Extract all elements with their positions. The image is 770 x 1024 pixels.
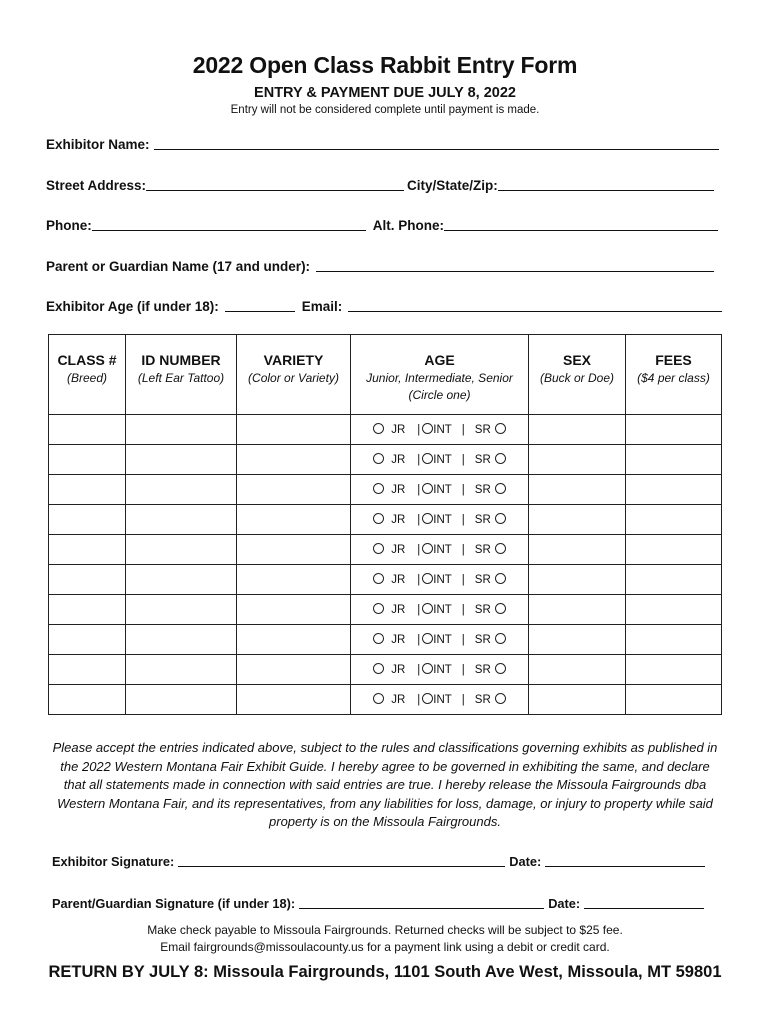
sr-radio[interactable] <box>495 483 506 494</box>
exhibitor-age-label: Exhibitor Age (if under 18): <box>46 299 219 314</box>
separator: | <box>461 544 465 556</box>
separator: | <box>417 454 421 466</box>
age-cell <box>351 505 529 535</box>
sr-radio[interactable] <box>495 543 506 554</box>
int-radio[interactable] <box>422 453 433 464</box>
jr-radio[interactable] <box>373 663 384 674</box>
sr-label: SR <box>474 424 491 436</box>
form-subtitle: ENTRY & PAYMENT DUE JULY 8, 2022 <box>254 85 516 101</box>
phone-row <box>46 215 722 233</box>
jr-radio[interactable] <box>373 573 384 584</box>
int-label: INT <box>433 544 452 556</box>
table-row <box>49 505 722 535</box>
date-label-1: Date: <box>509 854 542 869</box>
age-cell <box>351 625 529 655</box>
exhibitor-signature-row <box>52 851 716 869</box>
sr-label: SR <box>474 454 491 466</box>
class-cell[interactable] <box>49 505 126 535</box>
int-radio[interactable] <box>422 513 433 524</box>
id-number-cell[interactable] <box>126 655 237 685</box>
email-field[interactable] <box>348 298 722 312</box>
int-label: INT <box>433 664 452 676</box>
id-number-cell[interactable] <box>126 565 237 595</box>
table-row <box>49 535 722 565</box>
sr-radio[interactable] <box>495 573 506 584</box>
return-address: RETURN BY JULY 8: Missoula Fairgrounds, 1101 South Ave West, Missoula, MT 59801 <box>48 963 722 981</box>
sr-radio[interactable] <box>495 633 506 644</box>
sr-label: SR <box>474 574 491 586</box>
table-row <box>49 595 722 625</box>
id-number-column-header: ID NUMBER (Left Ear Tattoo) <box>126 335 237 415</box>
sex-cell[interactable] <box>529 535 626 565</box>
sex-cell[interactable] <box>529 475 626 505</box>
int-radio[interactable] <box>422 603 433 614</box>
separator: | <box>461 634 465 646</box>
id-number-cell[interactable] <box>126 445 237 475</box>
alt-phone-field[interactable] <box>444 217 718 231</box>
sr-label: SR <box>474 694 491 706</box>
table-header-row <box>49 335 722 415</box>
fees-cell[interactable] <box>626 595 722 625</box>
exhibitor-name-field[interactable] <box>154 136 719 150</box>
separator: | <box>417 604 421 616</box>
variety-cell[interactable] <box>237 685 351 715</box>
exhibitor-signature-label: Exhibitor Signature: <box>52 854 175 869</box>
sr-label: SR <box>474 514 491 526</box>
jr-label: JR <box>391 514 406 526</box>
sr-label: SR <box>474 604 491 616</box>
jr-label: JR <box>391 574 406 586</box>
sex-cell[interactable] <box>529 415 626 445</box>
int-radio[interactable] <box>422 663 433 674</box>
separator: | <box>461 424 465 436</box>
id-number-cell[interactable] <box>126 595 237 625</box>
age-cell <box>351 535 529 565</box>
jr-radio[interactable] <box>373 513 384 524</box>
email-payment-note: Email fairgrounds@missoulacounty.us for a payment link using a debit or credit card. <box>160 940 610 954</box>
separator: | <box>417 544 421 556</box>
id-number-cell[interactable] <box>126 505 237 535</box>
exhibitor-date-field[interactable] <box>545 853 705 867</box>
fees-cell[interactable] <box>626 475 722 505</box>
sex-cell[interactable] <box>529 685 626 715</box>
sex-cell[interactable] <box>529 445 626 475</box>
variety-column-header: VARIETY (Color or Variety) <box>237 335 351 415</box>
variety-cell[interactable] <box>237 565 351 595</box>
id-number-cell[interactable] <box>126 475 237 505</box>
exhibitor-name-row <box>46 134 722 152</box>
class-cell[interactable] <box>49 535 126 565</box>
release-disclaimer: Please accept the entries indicated above, subject to the rules and classifications governing exhibits as published in the 2022 Western Montana Fair Exhibit Guide. I hereby agree to be governed in exhibiting the same, and declare that all statements made in connection with said entries are true. I hereby release the Missoula Fairgrounds dba Western Montana Fair, and its representatives, from any liabilities for loss, damage, or injury to property while said property is on the Missoula Fairgrounds. <box>52 740 718 830</box>
separator: | <box>417 514 421 526</box>
int-label: INT <box>433 634 452 646</box>
jr-label: JR <box>391 424 406 436</box>
id-number-cell[interactable] <box>126 625 237 655</box>
parent-guardian-field[interactable] <box>316 258 714 272</box>
variety-cell[interactable] <box>237 655 351 685</box>
fees-column-header: FEES ($4 per class) <box>626 335 722 415</box>
jr-label: JR <box>391 454 406 466</box>
int-label: INT <box>433 604 452 616</box>
table-row <box>49 475 722 505</box>
exhibitor-signature-field[interactable] <box>178 853 505 867</box>
jr-label: JR <box>391 484 406 496</box>
fees-cell[interactable] <box>626 415 722 445</box>
jr-label: JR <box>391 604 406 616</box>
class-cell[interactable] <box>49 595 126 625</box>
fees-cell[interactable] <box>626 535 722 565</box>
fees-cell[interactable] <box>626 655 722 685</box>
variety-cell[interactable] <box>237 505 351 535</box>
int-label: INT <box>433 514 452 526</box>
separator: | <box>461 574 465 586</box>
jr-radio[interactable] <box>373 453 384 464</box>
table-row <box>49 655 722 685</box>
separator: | <box>461 664 465 676</box>
separator: | <box>461 454 465 466</box>
int-label: INT <box>433 574 452 586</box>
class-cell[interactable] <box>49 565 126 595</box>
table-row <box>49 445 722 475</box>
separator: | <box>461 694 465 706</box>
id-number-cell[interactable] <box>126 685 237 715</box>
table-row <box>49 685 722 715</box>
sex-cell[interactable] <box>529 655 626 685</box>
int-radio[interactable] <box>422 693 433 704</box>
separator: | <box>461 604 465 616</box>
exhibitor-name-label: Exhibitor Name: <box>46 137 150 152</box>
age-cell <box>351 445 529 475</box>
age-cell <box>351 685 529 715</box>
class-cell[interactable] <box>49 445 126 475</box>
int-label: INT <box>433 694 452 706</box>
jr-radio[interactable] <box>373 693 384 704</box>
table-row <box>49 625 722 655</box>
parent-signature-field[interactable] <box>299 895 544 909</box>
sr-radio[interactable] <box>495 513 506 524</box>
street-address-field[interactable] <box>146 177 404 191</box>
class-cell[interactable] <box>49 415 126 445</box>
separator: | <box>417 424 421 436</box>
age-cell <box>351 565 529 595</box>
class-cell[interactable] <box>49 475 126 505</box>
parent-signature-label: Parent/Guardian Signature (if under 18): <box>52 896 296 911</box>
sr-radio[interactable] <box>495 423 506 434</box>
city-state-zip-field[interactable] <box>498 177 714 191</box>
variety-cell[interactable] <box>237 625 351 655</box>
table-row <box>49 565 722 595</box>
fees-cell[interactable] <box>626 445 722 475</box>
sex-column-header: SEX (Buck or Doe) <box>529 335 626 415</box>
sr-label: SR <box>474 664 491 676</box>
payment-note: Entry will not be considered complete until payment is made. <box>230 104 540 116</box>
sex-cell[interactable] <box>529 625 626 655</box>
id-number-cell[interactable] <box>126 535 237 565</box>
int-label: INT <box>433 424 452 436</box>
variety-cell[interactable] <box>237 445 351 475</box>
sr-label: SR <box>474 634 491 646</box>
check-payable-note: Make check payable to Missoula Fairgrounds. Returned checks will be subject to $25 fee. <box>147 923 623 937</box>
jr-label: JR <box>391 634 406 646</box>
sex-cell[interactable] <box>529 565 626 595</box>
class-cell[interactable] <box>49 685 126 715</box>
separator: | <box>461 514 465 526</box>
sr-label: SR <box>474 484 491 496</box>
phone-field[interactable] <box>92 217 366 231</box>
date-label-2: Date: <box>548 896 581 911</box>
sex-cell[interactable] <box>529 595 626 625</box>
int-radio[interactable] <box>422 423 433 434</box>
jr-radio[interactable] <box>373 483 384 494</box>
sex-cell[interactable] <box>529 505 626 535</box>
class-cell[interactable] <box>49 625 126 655</box>
class-column-header: CLASS # (Breed) <box>49 335 126 415</box>
age-cell <box>351 475 529 505</box>
age-column-header: AGE Junior, Intermediate, Senior (Circle one) <box>351 335 529 415</box>
separator: | <box>417 484 421 496</box>
jr-label: JR <box>391 694 406 706</box>
variety-cell[interactable] <box>237 415 351 445</box>
jr-label: JR <box>391 664 406 676</box>
age-cell <box>351 595 529 625</box>
city-state-zip-label: City/State/Zip: <box>407 178 498 193</box>
variety-cell[interactable] <box>237 595 351 625</box>
age-email-row <box>46 296 722 314</box>
sr-radio[interactable] <box>495 603 506 614</box>
jr-radio[interactable] <box>373 633 384 644</box>
table-row <box>49 415 722 445</box>
int-radio[interactable] <box>422 573 433 584</box>
int-radio[interactable] <box>422 543 433 554</box>
fees-cell[interactable] <box>626 565 722 595</box>
sr-radio[interactable] <box>495 663 506 674</box>
jr-radio[interactable] <box>373 543 384 554</box>
fees-cell[interactable] <box>626 625 722 655</box>
int-label: INT <box>433 454 452 466</box>
sr-label: SR <box>474 544 491 556</box>
jr-label: JR <box>391 544 406 556</box>
jr-radio[interactable] <box>373 423 384 434</box>
parent-guardian-row <box>46 256 722 274</box>
exhibitor-age-field[interactable] <box>225 298 295 312</box>
form-title: 2022 Open Class Rabbit Entry Form <box>192 52 578 78</box>
age-cell <box>351 415 529 445</box>
address-row <box>46 175 722 193</box>
street-address-label: Street Address: <box>46 178 147 193</box>
separator: | <box>417 664 421 676</box>
parent-signature-row <box>52 893 716 911</box>
id-number-cell[interactable] <box>126 415 237 445</box>
int-label: INT <box>433 484 452 496</box>
fees-cell[interactable] <box>626 685 722 715</box>
sr-radio[interactable] <box>495 453 506 464</box>
separator: | <box>461 484 465 496</box>
separator: | <box>417 574 421 586</box>
alt-phone-label: Alt. Phone: <box>372 218 444 233</box>
parent-guardian-label: Parent or Guardian Name (17 and under): <box>46 259 311 274</box>
separator: | <box>417 634 421 646</box>
variety-cell[interactable] <box>237 535 351 565</box>
jr-radio[interactable] <box>373 603 384 614</box>
fees-cell[interactable] <box>626 505 722 535</box>
sr-radio[interactable] <box>495 693 506 704</box>
int-radio[interactable] <box>422 483 433 494</box>
parent-date-field[interactable] <box>584 895 704 909</box>
entries-table <box>48 334 722 715</box>
int-radio[interactable] <box>422 633 433 644</box>
separator: | <box>417 694 421 706</box>
phone-label: Phone: <box>46 218 92 233</box>
variety-cell[interactable] <box>237 475 351 505</box>
age-cell <box>351 655 529 685</box>
class-cell[interactable] <box>49 655 126 685</box>
email-label: Email: <box>301 299 343 314</box>
